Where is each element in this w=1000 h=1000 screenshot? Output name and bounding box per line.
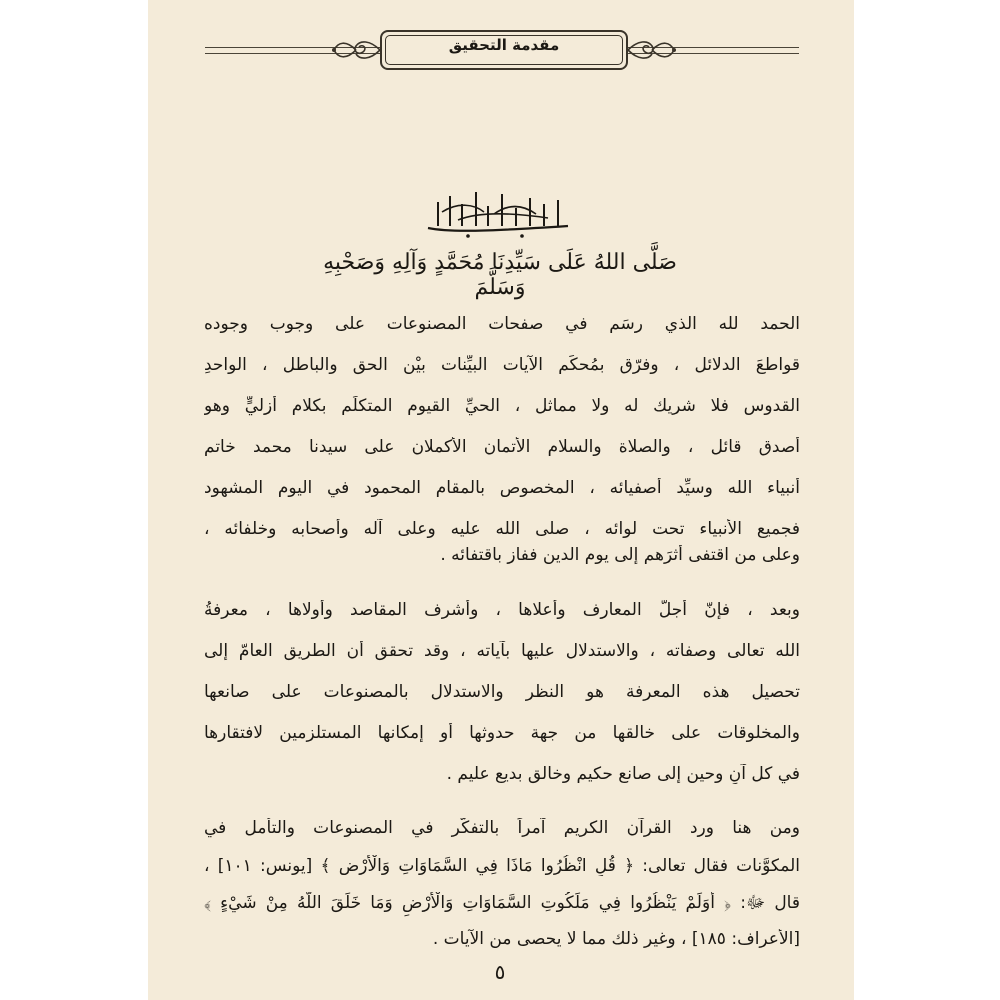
paragraph-line: فجميع الأنبياء تحت لوائه ، صلى الله عليه وعلى آله وأصحابه وخلفائه ، bbox=[204, 519, 800, 539]
chapter-title: مقدمة التحقيق bbox=[448, 36, 560, 54]
paragraph-line: في كل آنٍ وحينٍ إلى صانع حكيم وخالقٍ بديع عليم . bbox=[446, 764, 800, 784]
paragraph-line: وبعد ، فإنّ أجلّ المعارف وأعلاها ، وأشرف المقاصد وأولاها ، معرفةُ bbox=[204, 600, 800, 620]
quran-verse-line: المكوَّنات فقال تعالى: ﴿ قُلِ انْظُرُوا مَاذَا فِي السَّمَاوَاتِ وَالْأَرْضِ ﴾ [يونس: ١٠١] ، bbox=[204, 856, 800, 876]
page-number: ٥ bbox=[494, 960, 506, 984]
paragraph-line: والمخلوقات على خالقها من جهة حدوثها أو إمكانها المستلزمين لافتقارها bbox=[204, 723, 800, 743]
left-ornament-icon bbox=[330, 36, 382, 64]
paragraph-line: أنبياء الله وسيِّد أصفيائه ، المخصوص بالمقام المحمود في اليوم المشهود bbox=[204, 478, 800, 498]
book-page bbox=[148, 0, 854, 1000]
paragraph-line: تحصيل هذه المعرفة هو النظر والاستدلال بالمصنوعات على صانعها bbox=[204, 682, 800, 702]
paragraph-line: ومن هنا ورد القرآن الكريم آمراً بالتفكّر في المصنوعات والتأمل في bbox=[204, 818, 800, 838]
paragraph-line: القدوس فلا شريك له ولا مماثل ، الحيِّ القيومِ المتكلِّم بكلام أزليٍّ وهو bbox=[204, 396, 800, 416]
paragraph-line: الله تعالى وصفاته ، والاستدلال عليها بآياته ، وقد تحقق أن الطريق العامّ إلى bbox=[204, 641, 800, 661]
quran-verse-line: قال ﷻ: ﴿ أَوَلَمْ يَنْظُرُوا فِي مَلَكُوتِ السَّمَاوَاتِ وَالْأَرْضِ وَمَا خَلَقَ اللَّهُ مِنْ شَيْءٍ ﴾ bbox=[204, 893, 800, 913]
paragraph-line: قواطعَ الدلائل ، وفرّق بمُحكَم الآيات البيِّنات بيْن الحق والباطل ، الواحدِ bbox=[204, 355, 800, 375]
paragraph-line: وعلى من اقتفى أثرَهم إلى يوم الدين ففاز باقتفائه . bbox=[440, 545, 800, 565]
paragraph-line: أصدق قائل ، والصلاة والسلام الأتمان الأكملان على سيدنا محمد خاتم bbox=[204, 437, 800, 457]
salawat-line: صَلَّى اللهُ عَلَى سَيِّدِنَا مُحَمَّدٍ وَآلِهِ وَصَحْبِهِ وَسَلَّمَ bbox=[323, 250, 677, 300]
chapter-header-box bbox=[380, 30, 628, 70]
right-ornament-icon bbox=[626, 36, 678, 64]
paragraph-line: [الأعراف: ١٨٥] ، وغير ذلك مما لا يحصى من الآيات . bbox=[432, 929, 800, 949]
basmala-calligraphy-icon bbox=[418, 182, 578, 242]
paragraph-line: الحمد لله الذي رسَم في صفحات المصنوعات على وجوب وجوده bbox=[204, 314, 800, 334]
